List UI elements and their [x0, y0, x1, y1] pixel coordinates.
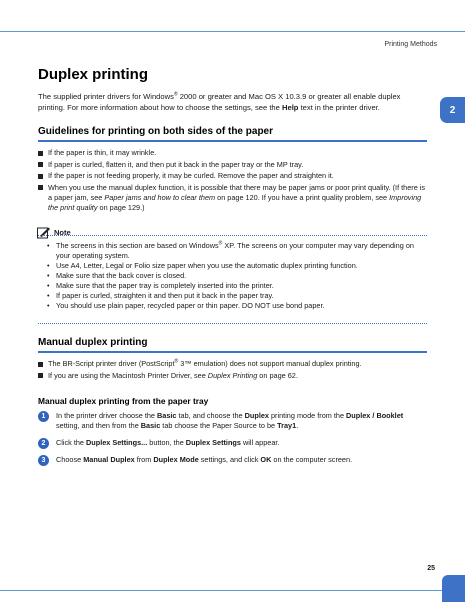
list-item-text: The BR-Script printer driver (PostScript: [48, 359, 175, 368]
list-item: [38, 183, 430, 213]
note-bottom-rule: [38, 323, 427, 325]
square-bullet-icon: [38, 174, 43, 179]
note-header: [37, 226, 71, 239]
manual-duplex-heading: Manual duplex printing: [38, 337, 148, 348]
duplex-printing-link[interactable]: Duplex Printing: [207, 370, 258, 380]
square-bullet-icon: [38, 373, 43, 378]
list-item-text: When you use the manual duplex function, it is possible that there may be paper jams or poor print quality. (If there is a paper jam, see: [48, 182, 426, 202]
note-top-rule: [38, 235, 427, 237]
registered-mark: ®: [174, 358, 179, 365]
list-item-text: Make sure that the paper tray is completely inserted into the printer.: [56, 281, 274, 290]
steps-list: [38, 411, 428, 472]
header-rule: [0, 31, 465, 32]
square-bullet-icon: [38, 362, 43, 367]
list-item: [38, 291, 418, 301]
list-item-text: XP. The screens on your computer may vary depending on your operating system.: [56, 241, 414, 260]
square-bullet-icon: [38, 151, 43, 156]
list-item-text: If paper is curled, flatten it, and then put it back in the paper tray or the MP tray.: [48, 159, 304, 169]
bullet-dot-icon: •: [47, 301, 50, 310]
list-item: [38, 271, 418, 281]
intro-text-1: The supplied printer drivers for Windows: [38, 92, 174, 101]
list-item-text: The screens in this section are based on Windows: [56, 241, 219, 250]
list-item-text: If you are using the Macintosh Printer Driver, see: [48, 370, 208, 380]
bullet-dot-icon: •: [47, 281, 50, 290]
footer-rule: [0, 590, 465, 591]
list-item-text: You should use plain paper, recycled paper or thin paper. DO NOT use bond paper.: [56, 301, 325, 310]
intro-text-3: text in the printer driver.: [298, 102, 380, 112]
paper-jams-link[interactable]: Paper jams and how to clear them: [104, 192, 216, 202]
manual-duplex-list: [38, 359, 430, 382]
list-item: [38, 301, 418, 311]
list-item-text: on page 62.: [257, 370, 298, 380]
step-2: 2 Click the Duplex Settings... button, the Duplex Settings will appear.: [38, 438, 428, 448]
step-3: 3 Choose Manual Duplex from Duplex Mode settings, and click OK on the computer screen.: [38, 455, 428, 465]
bullet-dot-icon: •: [47, 271, 50, 280]
registered-mark: ®: [173, 91, 178, 98]
square-bullet-icon: [38, 162, 43, 167]
list-item: [38, 371, 430, 381]
page-number: 25: [427, 565, 435, 572]
list-item-text: If the paper is thin, it may wrinkle.: [48, 148, 157, 157]
help-keyword: Help: [281, 102, 299, 112]
step-1: 1 In the printer driver choose the Basic tab, and choose the Duplex printing mode from the Duplex / Booklet setting, and then from the Basic tab choose the Paper Source to be Tray1.: [38, 411, 428, 431]
step-number-icon: 1: [38, 411, 49, 422]
list-item: [38, 160, 430, 170]
list-item-text: on page 120. If you have a print quality problem, see: [215, 192, 390, 202]
chapter-tab[interactable]: 2: [440, 97, 465, 123]
list-item: [38, 281, 418, 291]
manual-duplex-heading-rule: [38, 351, 427, 353]
note-pencil-icon: [37, 226, 51, 239]
guidelines-heading: Guidelines for printing on both sides of the paper: [38, 126, 274, 137]
step-number-icon: 2: [38, 438, 49, 449]
intro-paragraph: [38, 92, 423, 113]
list-item-text: 3™ emulation) does not support manual duplex printing.: [178, 359, 362, 368]
list-item: [38, 359, 430, 369]
square-bullet-icon: [38, 185, 43, 190]
corner-tab: [442, 575, 465, 602]
bullet-dot-icon: •: [47, 241, 50, 250]
list-item: [38, 148, 430, 158]
bullet-dot-icon: •: [47, 261, 50, 270]
note-list: [38, 241, 418, 311]
list-item-text: on page 129.): [97, 202, 145, 212]
registered-mark: ®: [218, 240, 223, 247]
running-header: Printing Methods: [384, 41, 437, 48]
list-item-text: Use A4, Letter, Legal or Folio size paper when you use the automatic duplex printing function.: [56, 261, 358, 270]
step-number-icon: 3: [38, 455, 49, 466]
list-item-text: If paper is curled, straighten it and then put it back in the paper tray.: [56, 291, 274, 300]
list-item: [38, 261, 418, 271]
guidelines-list: [38, 148, 430, 214]
list-item-text: If the paper is not feeding properly, it may be curled. Remove the paper and straighten it.: [48, 171, 334, 180]
list-item: [38, 171, 430, 181]
note-label: Note: [54, 228, 71, 237]
list-item-text: Make sure that the back cover is closed.: [56, 271, 187, 280]
paper-tray-heading: Manual duplex printing from the paper tray: [38, 396, 209, 406]
bullet-dot-icon: •: [47, 291, 50, 300]
list-item: [38, 241, 418, 261]
intro-text-2: 2000 or greater and Mac OS X 10.3.9 or greater all enable duplex printing. For more information about how to choose the settings, see the: [38, 92, 401, 112]
print-quality-link[interactable]: Improving the print quality: [48, 192, 422, 212]
guidelines-heading-rule: [38, 140, 427, 142]
page-title: Duplex printing: [38, 66, 148, 83]
